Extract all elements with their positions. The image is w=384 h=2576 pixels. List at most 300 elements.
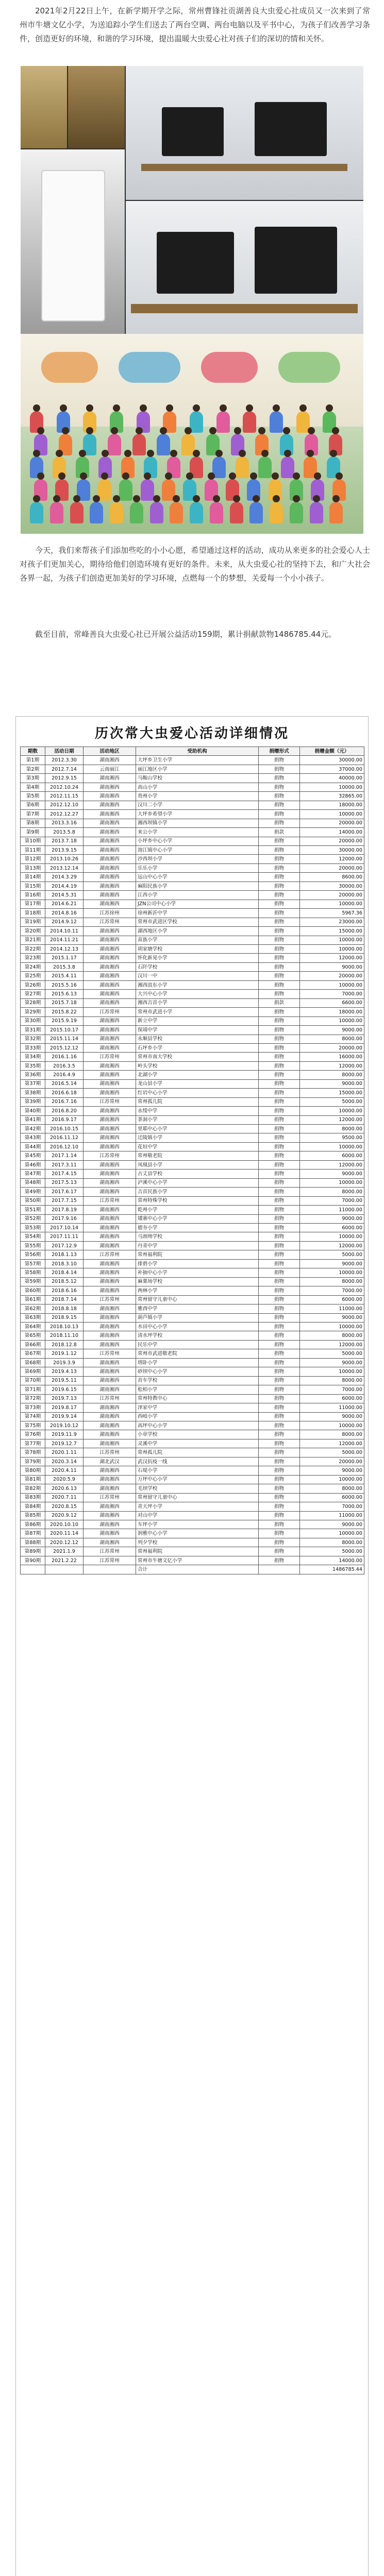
table-cell: 徐州新沂中学 bbox=[136, 909, 259, 918]
table-cell: 6600.00 bbox=[300, 998, 364, 1007]
table-cell: 第5期 bbox=[21, 792, 45, 801]
table-cell: 捐物 bbox=[259, 1358, 300, 1367]
table-cell: 湖南湘西 bbox=[84, 1421, 136, 1430]
table-cell: 20000.00 bbox=[300, 891, 364, 900]
table-row bbox=[21, 1170, 364, 1178]
table-cell: 江苏常州 bbox=[84, 1250, 136, 1259]
child-figure bbox=[190, 411, 203, 433]
table-row bbox=[21, 998, 364, 1007]
child-figure bbox=[130, 502, 143, 523]
table-cell: 湖南湘西 bbox=[84, 1268, 136, 1277]
table-header-cell: 期数 bbox=[21, 747, 45, 756]
table-cell: 第43期 bbox=[21, 1133, 45, 1142]
table-row bbox=[21, 1286, 364, 1295]
table-cell: 江苏常州 bbox=[84, 1448, 136, 1457]
table-cell: 湖南湘西 bbox=[84, 1376, 136, 1385]
table-cell: 高山小学 bbox=[136, 783, 259, 791]
table-cell: 2012.7.14 bbox=[45, 765, 84, 773]
table-cell: 湘西坝镇小学 bbox=[136, 819, 259, 827]
table-cell: 捐物 bbox=[259, 1043, 300, 1052]
table-cell: 捐物 bbox=[259, 1502, 300, 1511]
table-row bbox=[21, 1511, 364, 1520]
table-cell: 捐物 bbox=[259, 1151, 300, 1160]
table-cell: 第53期 bbox=[21, 1224, 45, 1232]
table-cell: 第2期 bbox=[21, 765, 45, 773]
activity-table bbox=[20, 747, 364, 1574]
table-cell: 2017.12.9 bbox=[45, 1241, 84, 1250]
table-cell: 江苏常州 bbox=[84, 918, 136, 926]
table-cell: 5000.00 bbox=[300, 1097, 364, 1106]
table-cell: 第9期 bbox=[21, 828, 45, 837]
table-cell: 9000.00 bbox=[300, 962, 364, 971]
table-cell: 2012.3.30 bbox=[45, 756, 84, 765]
table-cell: 第58期 bbox=[21, 1268, 45, 1277]
table-cell: 湖南湘西 bbox=[84, 1125, 136, 1133]
table-cell: 捐物 bbox=[259, 1394, 300, 1403]
child-figure bbox=[270, 502, 283, 523]
table-cell: 第69期 bbox=[21, 1367, 45, 1376]
table-cell: 湖南湘西 bbox=[84, 1385, 136, 1394]
table-cell: 捐物 bbox=[259, 1529, 300, 1538]
table-cell: 2018.4.14 bbox=[45, 1268, 84, 1277]
table-cell: 捐物 bbox=[259, 1206, 300, 1214]
table-cell: 湖南湘西 bbox=[84, 1043, 136, 1052]
table-cell: 2014.10.11 bbox=[45, 927, 84, 936]
table-cell: 2020.6.13 bbox=[45, 1484, 84, 1493]
table-row bbox=[21, 1016, 364, 1025]
table-cell: 湖南湘西 bbox=[84, 927, 136, 936]
table-row bbox=[21, 918, 364, 926]
table-row bbox=[21, 819, 364, 827]
table-cell: 2019.8.17 bbox=[45, 1403, 84, 1412]
table-cell: 8600.00 bbox=[300, 873, 364, 882]
table-cell: 第35期 bbox=[21, 1061, 45, 1070]
table-cell: 2020.7.11 bbox=[45, 1493, 84, 1502]
table-cell: 2016.1.16 bbox=[45, 1053, 84, 1061]
table-cell: 永绥中学 bbox=[136, 1107, 259, 1115]
table-cell: 第64期 bbox=[21, 1323, 45, 1331]
table-cell: 第56期 bbox=[21, 1250, 45, 1259]
table-cell: 第80期 bbox=[21, 1466, 45, 1475]
table-row bbox=[21, 1484, 364, 1493]
table-cell: 2013.12.14 bbox=[45, 863, 84, 872]
table-cell: 捐物 bbox=[259, 1304, 300, 1313]
table-cell: 捐物 bbox=[259, 1349, 300, 1358]
table-row bbox=[21, 1331, 364, 1340]
table-cell: 9000.00 bbox=[300, 1466, 364, 1475]
child-figure bbox=[216, 411, 230, 433]
table-cell: 7000.00 bbox=[300, 1502, 364, 1511]
table-cell: 塔卧小学 bbox=[136, 1358, 259, 1367]
table-cell: 湖南湘西 bbox=[84, 810, 136, 819]
table-cell: 5000.00 bbox=[300, 1547, 364, 1556]
table-cell: 14000.00 bbox=[300, 1556, 364, 1565]
table-cell: 湖南湘西 bbox=[84, 1016, 136, 1025]
table-cell: 捐物 bbox=[259, 1133, 300, 1142]
table-cell: 30000.00 bbox=[300, 882, 364, 890]
table-cell: 2016.11.12 bbox=[45, 1133, 84, 1142]
child-figure bbox=[98, 479, 111, 501]
table-cell: 捐物 bbox=[259, 1538, 300, 1547]
table-cell: 10000.00 bbox=[300, 1367, 364, 1376]
table-cell: 捐物 bbox=[259, 1214, 300, 1223]
table-cell: 第55期 bbox=[21, 1241, 45, 1250]
table-cell: 32865.00 bbox=[300, 792, 364, 801]
table-cell: 石阡学校 bbox=[136, 962, 259, 971]
table-row bbox=[21, 783, 364, 791]
table-row bbox=[21, 1547, 364, 1556]
table-cell: 2020.5.9 bbox=[45, 1475, 84, 1484]
table-cell: 捐物 bbox=[259, 990, 300, 998]
table-cell: 2013.10.26 bbox=[45, 855, 84, 863]
table-cell: 捐物 bbox=[259, 1170, 300, 1178]
table-cell: 9000.00 bbox=[300, 1079, 364, 1088]
table-cell: 青天坪小学 bbox=[136, 1502, 259, 1511]
table-cell: 捐物 bbox=[259, 1331, 300, 1340]
table-cell: 2015.7.18 bbox=[45, 998, 84, 1007]
table-cell: 10000.00 bbox=[300, 944, 364, 953]
table-row bbox=[21, 944, 364, 953]
table-cell: 捐物 bbox=[259, 1160, 300, 1169]
table-cell: 20000.00 bbox=[300, 863, 364, 872]
table-cell: 湖南湘西 bbox=[84, 873, 136, 882]
table-row bbox=[21, 1340, 364, 1349]
table-row bbox=[21, 873, 364, 882]
table-cell: 麻阳民族小学 bbox=[136, 882, 259, 890]
table-cell: 捐款 bbox=[259, 828, 300, 837]
table-row bbox=[21, 1304, 364, 1313]
table-cell: 远山中心小学 bbox=[136, 873, 259, 882]
table-cell: 两林小学 bbox=[136, 1286, 259, 1295]
child-figure bbox=[258, 456, 272, 478]
table-cell: 捐物 bbox=[259, 918, 300, 926]
table-cell: 常州孤儿院 bbox=[136, 1448, 259, 1457]
table-cell: 永顺县学校 bbox=[136, 1035, 259, 1043]
table-cell: 捐物 bbox=[259, 909, 300, 918]
table-cell: 湖南湘西 bbox=[84, 900, 136, 908]
table-cell: 2018.12.8 bbox=[45, 1340, 84, 1349]
table-cell: 2021.1.9 bbox=[45, 1547, 84, 1556]
table-cell: 捐物 bbox=[259, 1125, 300, 1133]
table-cell: 大兴中心小学 bbox=[136, 990, 259, 998]
table-cell: 捐物 bbox=[259, 1277, 300, 1286]
table-cell: 2017.3.11 bbox=[45, 1160, 84, 1169]
table-cell: 2016.3.5 bbox=[45, 1061, 84, 1070]
table-row bbox=[21, 1079, 364, 1088]
table-cell: 第15期 bbox=[21, 882, 45, 890]
table-cell: 湖南湘西 bbox=[84, 1115, 136, 1124]
table-row bbox=[21, 1457, 364, 1466]
table-cell: 捐物 bbox=[259, 801, 300, 809]
table-header-cell: 活动日期 bbox=[45, 747, 84, 756]
photo-tile-air-conditioner bbox=[21, 149, 125, 334]
table-cell: 湖南湘西 bbox=[84, 1412, 136, 1421]
table-cell: 第47期 bbox=[21, 1170, 45, 1178]
table-cell: 2020.8.15 bbox=[45, 1502, 84, 1511]
activity-table-image bbox=[15, 716, 369, 2576]
table-cell: 常州市武进敬老院 bbox=[136, 1349, 259, 1358]
table-cell: 9000.00 bbox=[300, 1412, 364, 1421]
child-figure bbox=[132, 434, 146, 455]
table-cell: 湖南湘西 bbox=[84, 1313, 136, 1322]
table-cell: 第85期 bbox=[21, 1511, 45, 1520]
table-cell: 10000.00 bbox=[300, 810, 364, 819]
table-cell: 捐物 bbox=[259, 1089, 300, 1097]
table-row bbox=[21, 909, 364, 918]
table-cell: 第88期 bbox=[21, 1538, 45, 1547]
table-cell: 23000.00 bbox=[300, 918, 364, 926]
table-cell: 2014.8.16 bbox=[45, 909, 84, 918]
table-cell: 凤凰县小学 bbox=[136, 1160, 259, 1169]
table-row bbox=[21, 1196, 364, 1205]
table-cell: 捐物 bbox=[259, 1079, 300, 1088]
table-cell: 捐物 bbox=[259, 819, 300, 827]
table-cell: 20000.00 bbox=[300, 1457, 364, 1466]
table-cell: 湖南湘西 bbox=[84, 1206, 136, 1214]
table-cell: 松柏小学 bbox=[136, 1385, 259, 1394]
table-cell: 江苏常州 bbox=[84, 1196, 136, 1205]
table-cell: 2017.8.19 bbox=[45, 1206, 84, 1214]
table-cell: 2016.4.9 bbox=[45, 1071, 84, 1079]
table-cell: 水田中心小学 bbox=[136, 1323, 259, 1331]
table-cell: 10000.00 bbox=[300, 1142, 364, 1151]
table-row bbox=[21, 1565, 364, 1574]
table-cell: 第82期 bbox=[21, 1484, 45, 1493]
table-cell: 10000.00 bbox=[300, 980, 364, 989]
child-figure bbox=[249, 502, 263, 523]
table-cell: 9000.00 bbox=[300, 1520, 364, 1529]
table-cell: 第8期 bbox=[21, 819, 45, 827]
table-cell: 2015.8.22 bbox=[45, 1008, 84, 1016]
table-cell: 常州孤儿院 bbox=[136, 1097, 259, 1106]
table-cell: 常州福利院 bbox=[136, 1547, 259, 1556]
table-cell: 马颈坳学校 bbox=[136, 1232, 259, 1241]
table-cell: 2015.4.11 bbox=[45, 972, 84, 980]
table-cell: 湖南湘西 bbox=[84, 1071, 136, 1079]
table-cell: 2017.11.11 bbox=[45, 1232, 84, 1241]
table-cell: 捐物 bbox=[259, 1376, 300, 1385]
table-cell: 湖南湘西 bbox=[84, 962, 136, 971]
table-cell: 对山中学 bbox=[136, 1511, 259, 1520]
table-cell: 2019.3.9 bbox=[45, 1358, 84, 1367]
table-cell: 云南丽江 bbox=[84, 765, 136, 773]
table-cell: 6000.00 bbox=[300, 1493, 364, 1502]
table-row bbox=[21, 1089, 364, 1097]
table-cell: 湖南湘西 bbox=[84, 845, 136, 854]
table-cell: 捐物 bbox=[259, 1313, 300, 1322]
table-cell: 8000.00 bbox=[300, 1071, 364, 1079]
table-cell: 9000.00 bbox=[300, 1259, 364, 1268]
table-cell: 湖南湘西 bbox=[84, 1520, 136, 1529]
table-row bbox=[21, 1529, 364, 1538]
table-cell: 9000.00 bbox=[300, 1313, 364, 1322]
table-row bbox=[21, 810, 364, 819]
table-cell: 湖南湘西 bbox=[84, 1367, 136, 1376]
table-cell: 常州市牛塘文亿小学 bbox=[136, 1556, 259, 1565]
table-cell: 第20期 bbox=[21, 927, 45, 936]
table-row bbox=[21, 1142, 364, 1151]
table-cell: 第11期 bbox=[21, 845, 45, 854]
table-cell: 第12期 bbox=[21, 855, 45, 863]
table-cell: 捐物 bbox=[259, 1178, 300, 1187]
table-cell: 第63期 bbox=[21, 1313, 45, 1322]
table-cell: 11000.00 bbox=[300, 1206, 364, 1214]
table-cell: 2015.5.16 bbox=[45, 980, 84, 989]
table-cell: 8000.00 bbox=[300, 1376, 364, 1385]
table-cell: 8000.00 bbox=[300, 1277, 364, 1286]
table-cell: 7000.00 bbox=[300, 1385, 364, 1394]
table-cell: 2018.9.15 bbox=[45, 1313, 84, 1322]
table-cell: 37000.00 bbox=[300, 765, 364, 773]
table-cell: 7000.00 bbox=[300, 990, 364, 998]
table-cell: 湖南湘西 bbox=[84, 1403, 136, 1412]
table-cell: 第14期 bbox=[21, 873, 45, 882]
table-cell: 2019.7.13 bbox=[45, 1394, 84, 1403]
table-cell: 2019.9.14 bbox=[45, 1412, 84, 1421]
table-cell: 9000.00 bbox=[300, 1026, 364, 1035]
table-cell: 第79期 bbox=[21, 1457, 45, 1466]
table-cell: 第27期 bbox=[21, 990, 45, 998]
table-cell: 第10期 bbox=[21, 837, 45, 845]
table-cell: 捐物 bbox=[259, 774, 300, 783]
table-cell: 捐物 bbox=[259, 1340, 300, 1349]
table-cell: 江苏徐州 bbox=[84, 909, 136, 918]
table-header-cell: 受助机构 bbox=[136, 747, 259, 756]
intro-paragraph: 2021年2月22日上午，在新学期开学之际，常州曹锋社贡湖善良大虫爱心社成员又一次来到了常州市牛塘文亿小学，为送追踪小学生们送去了两台空调、两台电脑以及平书中心，为孩子们改善学习条件，创造更好的环境，和谐的学习环境，提出温暖大虫爱心社对孩子们的深切的情和关怀。 bbox=[20, 6, 370, 43]
table-cell: 20000.00 bbox=[300, 837, 364, 845]
table-cell: 大坪乡卫生小学 bbox=[136, 756, 259, 765]
table-cell: 第6期 bbox=[21, 801, 45, 809]
child-figure bbox=[170, 502, 183, 523]
table-row bbox=[21, 1295, 364, 1304]
table-cell: 湖南湘西 bbox=[84, 891, 136, 900]
table-cell: 小坪乡中心小学 bbox=[136, 837, 259, 845]
table-cell: 清水坪学校 bbox=[136, 1331, 259, 1340]
table-cell: 湖南湘西 bbox=[84, 1340, 136, 1349]
table-row bbox=[21, 1385, 364, 1394]
table-cell: 江苏常州 bbox=[84, 1008, 136, 1016]
table-cell: 汉川一中 bbox=[136, 972, 259, 980]
table-cell: 常州市南大学校 bbox=[136, 1053, 259, 1061]
table-cell: 湖南湘西 bbox=[84, 1529, 136, 1538]
table-cell: 湖南湘西 bbox=[84, 1089, 136, 1097]
table-cell: 第84期 bbox=[21, 1502, 45, 1511]
table-row bbox=[21, 1466, 364, 1475]
table-cell: 溶江镇中心小学 bbox=[136, 845, 259, 854]
table-cell: 12000.00 bbox=[300, 1340, 364, 1349]
table-cell: 小章学校 bbox=[136, 1430, 259, 1439]
table-row bbox=[21, 1151, 364, 1160]
table-cell: 2016.6.18 bbox=[45, 1089, 84, 1097]
table-cell: 丽江地区小学 bbox=[136, 765, 259, 773]
table-cell: 2020.11.14 bbox=[45, 1529, 84, 1538]
table-cell: 湖南湘西 bbox=[84, 1259, 136, 1268]
table-cell: 捐物 bbox=[259, 1250, 300, 1259]
child-figure bbox=[243, 411, 256, 433]
table-row bbox=[21, 801, 364, 809]
table-cell: 砂坝中心小学 bbox=[136, 1367, 259, 1376]
table-row bbox=[21, 954, 364, 962]
table-cell: 吉首民族小学 bbox=[136, 1188, 259, 1196]
table-cell: 2018.10.13 bbox=[45, 1323, 84, 1331]
table-cell: 捐物 bbox=[259, 1466, 300, 1475]
table-row bbox=[21, 1125, 364, 1133]
table-cell: 捐物 bbox=[259, 1016, 300, 1025]
table-cell: 湖南湘西 bbox=[84, 1079, 136, 1088]
table-cell: 11000.00 bbox=[300, 1403, 364, 1412]
table-cell: 2019.11.9 bbox=[45, 1430, 84, 1439]
table-cell: 捐物 bbox=[259, 1403, 300, 1412]
table-cell: 湖南湘西 bbox=[84, 1484, 136, 1493]
table-cell: 第41期 bbox=[21, 1115, 45, 1124]
table-cell: 捐物 bbox=[259, 1008, 300, 1016]
table-cell: 2016.8.20 bbox=[45, 1107, 84, 1115]
table-cell: 捐物 bbox=[259, 1556, 300, 1565]
table-cell: 湖南湘西 bbox=[84, 1511, 136, 1520]
table-cell: 捐物 bbox=[259, 1097, 300, 1106]
table-cell: 2017.5.13 bbox=[45, 1178, 84, 1187]
table-row bbox=[21, 1206, 364, 1214]
table-cell: 马鞍山学校 bbox=[136, 774, 259, 783]
table-cell: 2018.11.10 bbox=[45, 1331, 84, 1340]
table-cell: 2018.8.18 bbox=[45, 1304, 84, 1313]
table-cell: 第90期 bbox=[21, 1556, 45, 1565]
child-figure bbox=[150, 502, 163, 523]
table-row bbox=[21, 1043, 364, 1052]
classroom-children-photo bbox=[21, 334, 363, 534]
table-cell: 15000.00 bbox=[300, 927, 364, 936]
table-cell: 10000.00 bbox=[300, 1268, 364, 1277]
table-cell: 8000.00 bbox=[300, 1035, 364, 1043]
table-cell: 12000.00 bbox=[300, 855, 364, 863]
table-row bbox=[21, 1349, 364, 1358]
table-cell: 2012.11.15 bbox=[45, 792, 84, 801]
table-cell: 湖南湘西 bbox=[84, 1304, 136, 1313]
table-cell: 湖南湘西 bbox=[84, 882, 136, 890]
table-row bbox=[21, 1115, 364, 1124]
table-cell: 灵溪中学 bbox=[136, 1439, 259, 1448]
table-cell: 常州特教中心 bbox=[136, 1394, 259, 1403]
table-cell: 第4期 bbox=[21, 783, 45, 791]
table-cell: 2014.3.29 bbox=[45, 873, 84, 882]
table-cell: 第67期 bbox=[21, 1349, 45, 1358]
table-row bbox=[21, 756, 364, 765]
table-cell: 2014.4.19 bbox=[45, 882, 84, 890]
table-cell: 捐物 bbox=[259, 962, 300, 971]
table-cell: JZN公司中心小学 bbox=[136, 900, 259, 908]
table-cell: 捐物 bbox=[259, 1493, 300, 1502]
table-row bbox=[21, 837, 364, 845]
table-row bbox=[21, 855, 364, 863]
table-cell: 2015.11.14 bbox=[45, 1035, 84, 1043]
table-cell: 湖南湘西 bbox=[84, 774, 136, 783]
table-cell: 第29期 bbox=[21, 1008, 45, 1016]
table-cell: 第78期 bbox=[21, 1448, 45, 1457]
table-cell: 江苏常州 bbox=[84, 1151, 136, 1160]
table-cell: 捐物 bbox=[259, 954, 300, 962]
table-cell: 车坪小学 bbox=[136, 1520, 259, 1529]
table-cell: 捐物 bbox=[259, 1430, 300, 1439]
table-cell: 江西小学 bbox=[136, 891, 259, 900]
photo-tile-monitors bbox=[126, 201, 363, 334]
table-cell: 湖南湘西 bbox=[84, 1439, 136, 1448]
table-cell: 大坪乡希望小学 bbox=[136, 810, 259, 819]
table-cell: 第16期 bbox=[21, 891, 45, 900]
table-cell: 12000.00 bbox=[300, 1061, 364, 1070]
table-cell: 2017.4.15 bbox=[45, 1170, 84, 1178]
table-cell: 第57期 bbox=[21, 1259, 45, 1268]
table-cell: 第36期 bbox=[21, 1071, 45, 1079]
